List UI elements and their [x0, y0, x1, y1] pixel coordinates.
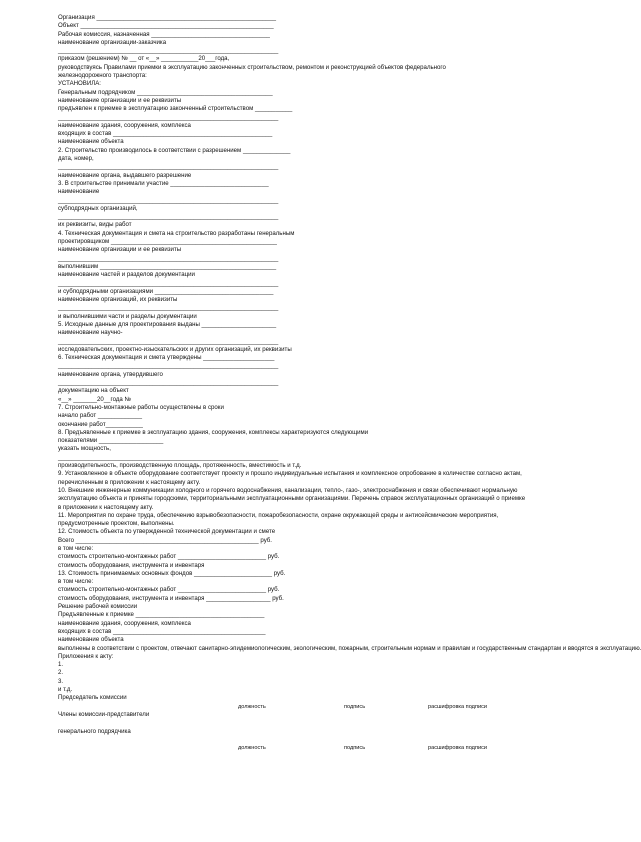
document-line: наименование организации-заказчика	[58, 38, 167, 46]
document-line: Решение рабочей комиссии	[58, 603, 138, 611]
document-line: их реквизиты, виды работ	[58, 221, 132, 229]
document-line: наименование научно-	[58, 329, 123, 337]
document-line: УСТАНОВИЛА:	[58, 80, 101, 88]
document-body	[58, 14, 641, 703]
document-line: 3. В строительстве принимали участие _____________________________	[58, 179, 269, 187]
document-line: входящих в состав _____________________________________________	[58, 627, 266, 635]
document-line: _________________________________________________________________	[58, 337, 279, 345]
document-line: производительность, производственную площадь, протяженность, вместимость и т.д.	[58, 462, 302, 470]
document-line: 1.	[58, 661, 64, 669]
document-line: руководствуясь Правилами приемки в эксплуатацию законченных строительством, ремонтом и реконструкцией объектов федерального	[58, 63, 446, 71]
document-line: 8. Предъявленные к приемке в эксплуатацию здания, сооружения, комплексы характеризуются следующими	[58, 428, 369, 436]
document-line: 4. Техническая документация и смета на строительство разработаны генеральным	[58, 229, 295, 237]
document-line: и выполнившими части и разделы документации	[58, 312, 197, 320]
document-line: приказом (решением) № __ от «__» ___________20___года,	[58, 55, 230, 63]
document-line: «__» _______20__года №	[58, 395, 132, 403]
document-line: в том числе:	[58, 578, 94, 586]
members-signature-row	[58, 744, 528, 752]
document-line: наименование	[58, 188, 100, 196]
document-line: _________________________________________________________________	[58, 196, 279, 204]
document-line: 5. Исходные данные для проектирования выданы ______________________	[58, 320, 277, 328]
document-line: _________________________________________________________________	[58, 163, 279, 171]
spacer	[58, 736, 528, 744]
document-line: наименование органа, выдавшего разрешение	[58, 171, 192, 179]
document-line: стоимость оборудования, инструмента и инвентаря ___________________ руб.	[58, 594, 284, 602]
document-line: Рабочая комиссия, назначенная ___________________________________	[58, 30, 270, 38]
document-line: Организация _____________________________________________________	[58, 14, 277, 21]
document-line: 2. Строительство производилось в соответствии с разрешением ______________	[58, 146, 291, 154]
document-line: 10. Внешние инженерные коммуникации холодного и горячего водоснабжения, канализации, тепло-, газо-, электроснабжения и связи обеспечивают нормальную эксплуатацию объекта и приняты городскими, территориальными эксплуатационными организациями. Перечень справок эксплуатационных организаций о приемке в приложении к настоящему акту.	[58, 486, 526, 511]
document-line: _________________________________________________________________	[58, 113, 279, 121]
signature-label: подпись	[344, 745, 366, 752]
document-line: стоимость строительно-монтажных работ __________________________ руб.	[58, 553, 280, 561]
document-line: наименование органа, утвердившего	[58, 370, 163, 378]
document-line: Генеральным подрядчиком ________________________________________	[58, 88, 273, 96]
document-line: _________________________________________________________________	[58, 213, 279, 221]
document-line: проектировщиком _________________________________________________	[58, 238, 277, 246]
document-line: наименование организаций, их реквизиты	[58, 296, 178, 304]
document-line: Всего ______________________________________________________ руб.	[58, 536, 272, 544]
position-label: должность	[238, 745, 266, 752]
document-line: 12. Стоимость объекта по утвержденной технической документации и смете	[58, 528, 276, 536]
position-label: должность	[238, 703, 266, 710]
document-line: _________________________________________________________________	[58, 453, 279, 461]
spacer	[58, 719, 528, 727]
chairman-signature-row	[58, 703, 528, 711]
document-line: наименование здания, сооружения, комплекса	[58, 121, 191, 129]
document-line: _________________________________________________________________	[58, 254, 279, 262]
document-line: 13. Стоимость принимаемых основных фондов _______________________ руб.	[58, 569, 286, 577]
document-line: дата, номер,	[58, 155, 94, 163]
document-line: стоимость строительно-монтажных работ __________________________ руб.	[58, 586, 280, 594]
document-line: указать мощность,	[58, 445, 111, 453]
document-line: наименование здания, сооружения, комплекса	[58, 619, 191, 627]
document-line: 7. Строительно-монтажные работы осуществлены в сроки	[58, 403, 224, 411]
document-line: _________________________________________________________________	[58, 47, 279, 55]
document-line: и т.д.	[58, 686, 73, 694]
document-line: Приложения к акту:	[58, 652, 114, 660]
decoding-label: расшифровка подписи	[428, 745, 488, 752]
document-line: _________________________________________________________________	[58, 379, 279, 387]
document-line: наименование объекта	[58, 138, 124, 146]
document-line: исследовательских, проектно-изыскательских и других организаций, их реквизиты	[58, 345, 292, 353]
document-line: наименование частей и разделов документации	[58, 271, 195, 279]
document-line: начало работ _____________	[58, 412, 142, 420]
document-line: Объект _________________________________________________________	[58, 22, 274, 30]
document-line: выполнившим ____________________________________________________	[58, 262, 277, 270]
document-line: Предъявленные к приемке ______________________________________	[58, 611, 265, 619]
document-line: показателями ___________________	[58, 437, 164, 445]
document-line: наименование организации и ее реквизиты	[58, 96, 182, 104]
document-line: _________________________________________________________________	[58, 362, 279, 370]
members-sublabel: генерального подрядчика	[58, 727, 131, 735]
document-line: 3.	[58, 677, 64, 685]
document-line: входящих в состав _______________________________________________	[58, 130, 273, 138]
document-line: 9. Установленное в объекте оборудование соответствует проекту и прошло индивидуальные испытания и комплексное опробование в количестве согласно актам, перечисленным в приложении к настоящему акту.	[58, 470, 522, 486]
document-line: железнодорожного транспорта:	[58, 72, 147, 80]
document-line: _________________________________________________________________	[58, 279, 279, 287]
act-document	[58, 14, 641, 752]
document-line: 2.	[58, 669, 64, 677]
document-line: наименование объекта	[58, 636, 124, 644]
document-line: 11. Мероприятия по охране труда, обеспечению взрывобезопасности, пожаробезопасности, охране окружающей среды и антисейсмические мероприятия, предусмотренные проектом, выполнены.	[58, 511, 499, 528]
document-line: наименование организации и ее реквизиты	[58, 246, 182, 254]
document-line: выполнены в соответствии с проектом, отвечают санитарно-эпидемиологическим, экологическим, пожарным, строительным нормам и правилам и государственным стандартам и вводятся в эксплуатацию.	[58, 644, 641, 652]
document-line: стоимость оборудования, инструмента и инвентаря	[58, 561, 205, 569]
document-line: Председатель комиссии	[58, 694, 127, 702]
document-line: _________________________________________________________________	[58, 304, 279, 312]
document-line: 6. Техническая документация и смета утверждены _____________________	[58, 354, 275, 362]
document-line: и субподрядными организациями ___________________________________	[58, 287, 274, 295]
document-line: документацию на объект	[58, 387, 129, 395]
document-line: предъявлен к приемке в эксплуатацию законченный строительством ___________	[58, 105, 293, 113]
signature-label: подпись	[344, 703, 366, 710]
document-line: в том числе:	[58, 545, 94, 552]
members-label: Члены комиссии-представители	[58, 710, 150, 718]
document-line: субподрядных организаций,	[58, 204, 138, 212]
decoding-label: расшифровка подписи	[428, 703, 488, 710]
document-line: окончание работ___________	[58, 420, 143, 428]
